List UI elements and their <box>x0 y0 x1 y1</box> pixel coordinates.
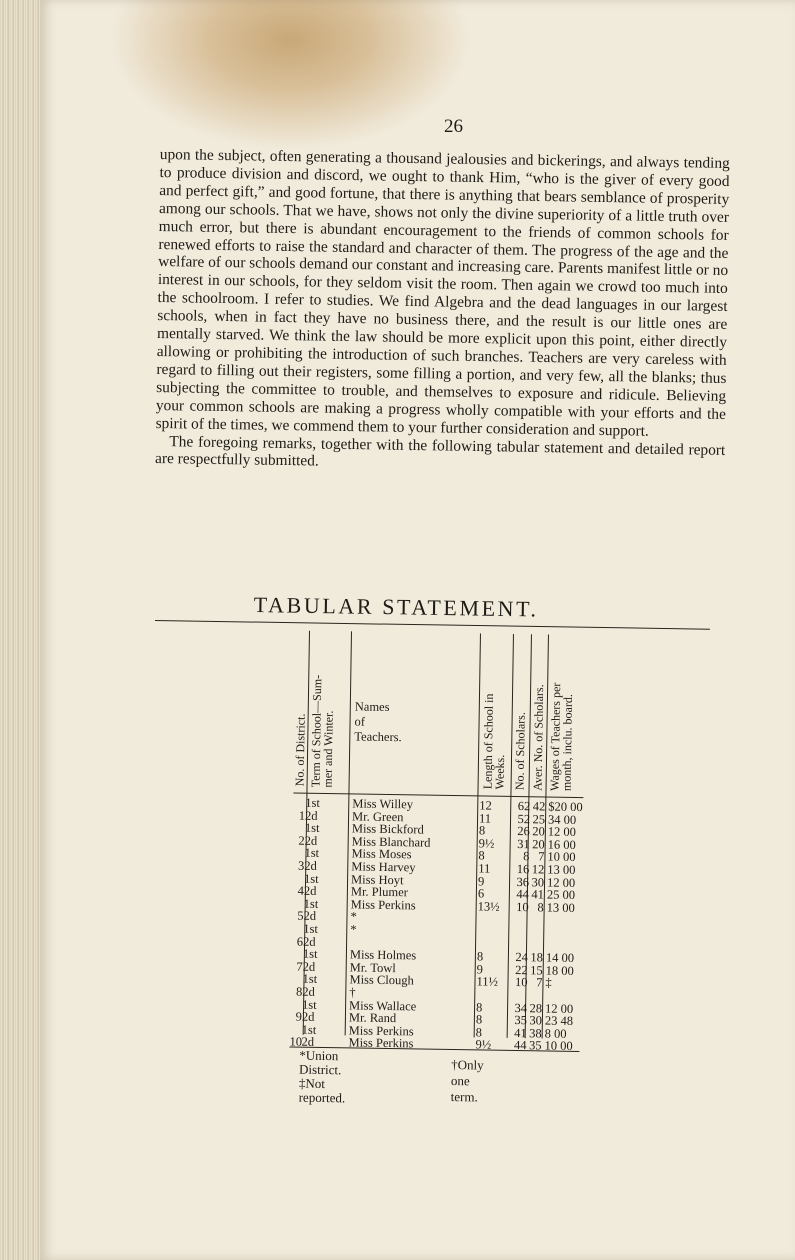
cell-district: 2 <box>298 833 305 848</box>
cell-name: Miss Perkins <box>348 1023 414 1039</box>
cell-name: † <box>349 985 356 1000</box>
cell-avg: 20 <box>532 824 545 839</box>
cell-term: 1st <box>305 795 320 810</box>
cell-no: 26 <box>517 824 530 839</box>
cell-length: 9½ <box>478 836 495 851</box>
cell-avg: 30 <box>531 874 545 890</box>
cell-length: 11 <box>478 811 492 826</box>
cell-wage: 18 00 <box>545 963 574 978</box>
cell-wage: 16 00 <box>547 837 576 852</box>
cell-no: 44 <box>513 1038 527 1053</box>
cell-length: 8 <box>478 848 485 863</box>
cell-term: 1st <box>302 997 317 1012</box>
cell-district: 10 <box>289 1034 303 1050</box>
page-number: 26 <box>444 116 463 137</box>
cell-avg: 18 <box>530 950 543 965</box>
cell-wage: 12 00 <box>546 875 576 890</box>
cell-avg: 25 <box>532 811 546 827</box>
cell-avg: 7 <box>536 975 543 990</box>
cell-name: Miss Harvey <box>351 859 416 875</box>
cell-wage: 14 00 <box>545 950 575 966</box>
cell-wage: 10 00 <box>547 849 576 865</box>
cell-no: 16 <box>516 862 530 877</box>
cell-term: 1st <box>304 820 320 836</box>
cell-wage: 12 00 <box>547 824 577 840</box>
cell-name: Miss Willey <box>352 796 414 812</box>
paragraph-1: upon the subject, often generating a thousand jealousies and bickerings, and always tending to produce division and discord, we ought to thank Him, “who is the giver of every good and perfect gift,” and good fortune, that there is anything that bears semblance of prosperity among our schools. That we have, shows not only the divine superiority of a little truth over much error, but there is abundant encouragement to the friends of common schools for renewed efforts to raise the standard and character of them. The progress of the age and the welfare of our schools demand our constant and increasing care. Parents manifest little or no interest in our schools, for they seldom visit the room. Then again we crowd too much into the schoolroom. I refer to studies. We find Algebra and the dead languages in our largest schools, when in fact they have no business there, and the result is our little ones are mentally starved. We think the law should be more explicit upon this point, either directly allowing or prohibiting the introduction of such branches. Teachers are very careless with regard to filling out their registers, some filling a portion, and very few, all the blanks; thus subjecting the committee to trouble, and themselves to exposure and ridicule. Believing your common schools are making a progress wholly compatible with your efforts and the spirit of the times, we commend them to your further consideration and support. <box>155 146 730 440</box>
cell-avg: 8 <box>537 900 544 915</box>
cell-wage: 25 00 <box>546 887 576 903</box>
cell-no: 35 <box>514 1013 528 1028</box>
cell-term: 2d <box>304 808 318 823</box>
footnote-union: *Union District. <box>298 1047 342 1078</box>
cell-length: 8 <box>475 1025 483 1040</box>
cell-name: Miss Perkins <box>350 897 416 913</box>
cell-length: 11 <box>478 861 491 876</box>
cell-wage: 34 00 <box>547 812 577 827</box>
cell-name: Miss Perkins <box>348 1035 414 1051</box>
cell-wage: $20 00 <box>548 799 583 815</box>
cell-term: 2d <box>303 909 317 924</box>
cell-avg: 15 <box>530 963 543 978</box>
cell-district: 9 <box>295 1009 303 1024</box>
cell-name: Miss Hoyt <box>350 872 404 887</box>
cell-name: Mr. Towl <box>349 960 396 975</box>
cell-avg: 38 <box>529 1026 542 1041</box>
cell-wage: 12 00 <box>544 1001 574 1016</box>
cell-length: 12 <box>479 798 492 813</box>
cell-no: 10 <box>514 975 528 990</box>
footnote-not-reported: ‡Not reported. <box>298 1075 346 1106</box>
footnote-one-term: †Only one term. <box>450 1057 484 1105</box>
cell-length: 9 <box>476 962 484 977</box>
cell-no: 44 <box>516 887 529 902</box>
cell-no: 36 <box>516 874 530 889</box>
cell-term: 2d <box>302 959 316 974</box>
cell-district: 7 <box>296 959 303 974</box>
cell-district: 6 <box>296 934 304 949</box>
cell-length: 8 <box>478 823 486 838</box>
cell-name: Miss Clough <box>349 972 414 988</box>
cell-no: 31 <box>517 836 530 852</box>
cell-length: 8 <box>475 1012 483 1027</box>
cell-avg: 12 <box>531 862 545 877</box>
cell-avg: 20 <box>532 837 545 852</box>
cell-length: 9½ <box>475 1037 492 1053</box>
cell-avg: 30 <box>529 1013 543 1028</box>
cell-length: 8 <box>476 949 484 964</box>
footnotes <box>299 1049 346 1106</box>
cell-wage: 23 48 <box>544 1013 574 1029</box>
book-page <box>40 0 795 1260</box>
cell-term: 1st <box>302 972 318 987</box>
cell-name: Miss Blanchard <box>351 834 431 850</box>
table-title: TABULAR STATEMENT. <box>253 592 539 622</box>
cell-name: Mr. Plumer <box>350 884 408 900</box>
header-names: Names of Teachers. <box>354 699 402 745</box>
cell-term: 2d <box>303 934 316 949</box>
cell-avg: 28 <box>529 1000 543 1016</box>
cell-term: 1st <box>303 921 319 936</box>
cell-no: 8 <box>523 849 530 864</box>
cell-name: Mr. Rand <box>348 1010 397 1026</box>
cell-length: 9 <box>477 874 485 889</box>
cell-district: 8 <box>295 984 303 999</box>
cell-name: Miss Wallace <box>349 998 417 1014</box>
cell-name: Miss Holmes <box>349 947 417 963</box>
cell-district: 3 <box>297 858 305 873</box>
cell-term: 1st <box>304 846 320 861</box>
cell-no: 10 <box>516 899 529 915</box>
cell-wage: 10 00 <box>544 1038 573 1054</box>
cell-term: 1st <box>302 946 318 962</box>
report-text <box>155 146 730 477</box>
cell-no: 34 <box>514 1000 528 1015</box>
cell-length: 13½ <box>477 899 500 914</box>
cell-term: 1st <box>303 871 319 886</box>
cell-term: 2d <box>302 984 315 999</box>
cell-wage: 13 00 <box>547 862 576 877</box>
cell-district: 5 <box>297 908 304 924</box>
header-district: No. of District. <box>292 713 308 787</box>
cell-length: 11½ <box>476 974 499 990</box>
cell-wage: ‡ <box>545 975 552 990</box>
cell-wage: 13 00 <box>546 900 575 915</box>
cell-district: 1 <box>298 808 306 823</box>
cell-no: 41 <box>514 1025 527 1041</box>
cell-name: * <box>350 922 357 937</box>
cell-term: 2d <box>304 858 317 873</box>
cell-avg: 42 <box>532 799 546 814</box>
cell-name: Mr. Green <box>351 809 404 824</box>
header-average: Aver. No. of Scholars. <box>530 683 547 791</box>
cell-term: 2d <box>304 833 318 848</box>
header-scholars: No. of Scholars. <box>512 711 528 791</box>
header-term: Term of School—Sum- mer and Winter. <box>308 674 336 788</box>
cell-avg: 41 <box>531 887 544 902</box>
cell-no: 24 <box>515 950 529 965</box>
header-length: Length of School in Weeks. <box>480 693 508 790</box>
cell-name: * <box>350 909 357 924</box>
header-wages: Wages of Teachers per month, inclu. board. <box>547 682 576 791</box>
cell-no: 22 <box>515 962 528 978</box>
cell-term: 2d <box>303 883 317 899</box>
cell-avg: 7 <box>538 849 545 864</box>
cell-wage: 8 00 <box>544 1026 567 1041</box>
title-rule <box>155 620 710 630</box>
cell-length: 6 <box>477 886 485 901</box>
cell-term: 2d <box>301 1009 315 1025</box>
cell-name: Miss Moses <box>351 846 412 862</box>
paragraph-2: The foregoing remarks, together with the following tabular statement and detailed report are respectfully submitted. <box>154 432 726 470</box>
cell-term: 1st <box>303 896 319 911</box>
cell-term: 2d <box>301 1035 315 1050</box>
cell-district: 4 <box>297 883 305 898</box>
cell-no: 62 <box>517 799 531 814</box>
cell-name: Miss Bickford <box>351 821 424 837</box>
cell-length: 8 <box>475 1000 483 1015</box>
cell-no: 52 <box>517 811 531 826</box>
cell-term: 1st <box>301 1022 317 1037</box>
cell-avg: 35 <box>528 1038 542 1053</box>
